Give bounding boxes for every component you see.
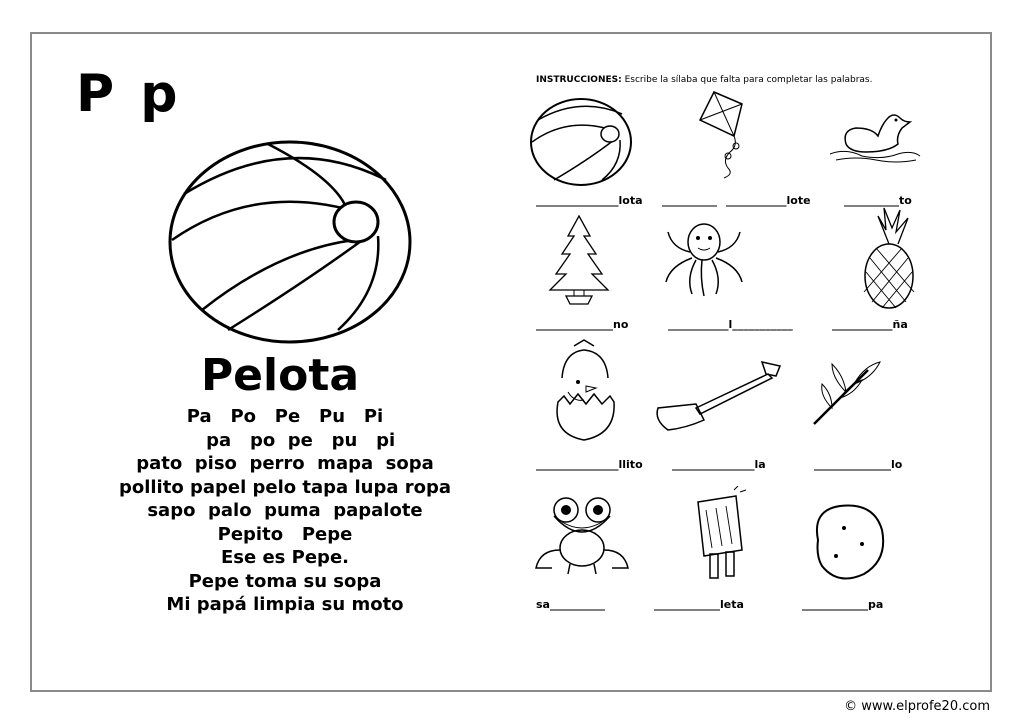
blank-pala[interactable]: _______________la xyxy=(672,458,766,471)
duck-icon xyxy=(826,104,922,164)
instructions xyxy=(536,74,966,86)
chick-icon xyxy=(544,338,624,444)
blank-sapo[interactable]: sa__________ xyxy=(536,598,605,611)
blank-pino[interactable]: ______________no xyxy=(536,318,629,331)
blank-pulpo[interactable]: ___________l___________ xyxy=(668,318,793,331)
reading-line: Ese es Pepe. xyxy=(220,547,349,568)
reading-line: Pepe toma su sopa xyxy=(188,570,382,592)
blank-papalote[interactable]: ___________lote xyxy=(726,194,811,207)
blank-pelota[interactable]: _______________lota xyxy=(536,194,643,207)
potato-icon xyxy=(808,500,888,582)
instructions-label: INSTRUCCIONES: xyxy=(536,75,622,85)
blank-paleta[interactable]: ____________leta xyxy=(654,598,744,611)
copyright-footer: © www.elprofe20.com xyxy=(844,699,990,714)
blank-pollito[interactable]: _______________llito xyxy=(536,458,643,471)
beach-ball-icon xyxy=(528,96,634,188)
reading-line: Pa Po Pe Pu Pi xyxy=(186,406,384,427)
frog-icon xyxy=(532,494,632,576)
reading-line: pato piso perro mapa sopa xyxy=(136,453,434,474)
blank-kite-a[interactable]: __________ xyxy=(662,194,717,207)
pine-tree-icon xyxy=(546,214,612,306)
popsicle-icon xyxy=(690,486,750,582)
reading-line: pa po pe pu pi xyxy=(174,429,396,451)
blank-pato[interactable]: __________to xyxy=(844,194,912,207)
instructions-text: Escribe la sílaba que falta para completar las palabras. xyxy=(621,75,873,85)
shovel-icon xyxy=(652,356,782,434)
beach-ball-large-icon xyxy=(168,140,412,344)
reading-line: Mi papá limpia su moto xyxy=(166,594,404,615)
blank-palo[interactable]: ______________lo xyxy=(814,458,903,471)
main-word: Pelota xyxy=(200,350,360,401)
reading-line: Pepito Pepe xyxy=(217,523,353,545)
blank-pina[interactable]: ___________ña xyxy=(832,318,908,331)
kite-icon xyxy=(694,90,754,180)
blank-papa[interactable]: ____________pa xyxy=(802,598,884,611)
reading-line: pollito papel pelo tapa lupa ropa xyxy=(118,476,452,498)
octopus-icon xyxy=(662,218,746,298)
letter-heading: P p xyxy=(76,64,182,124)
reading-line: sapo palo puma papalote xyxy=(147,500,423,521)
branch-icon xyxy=(810,356,884,430)
pineapple-icon xyxy=(856,206,922,310)
reading-lines xyxy=(60,405,510,617)
